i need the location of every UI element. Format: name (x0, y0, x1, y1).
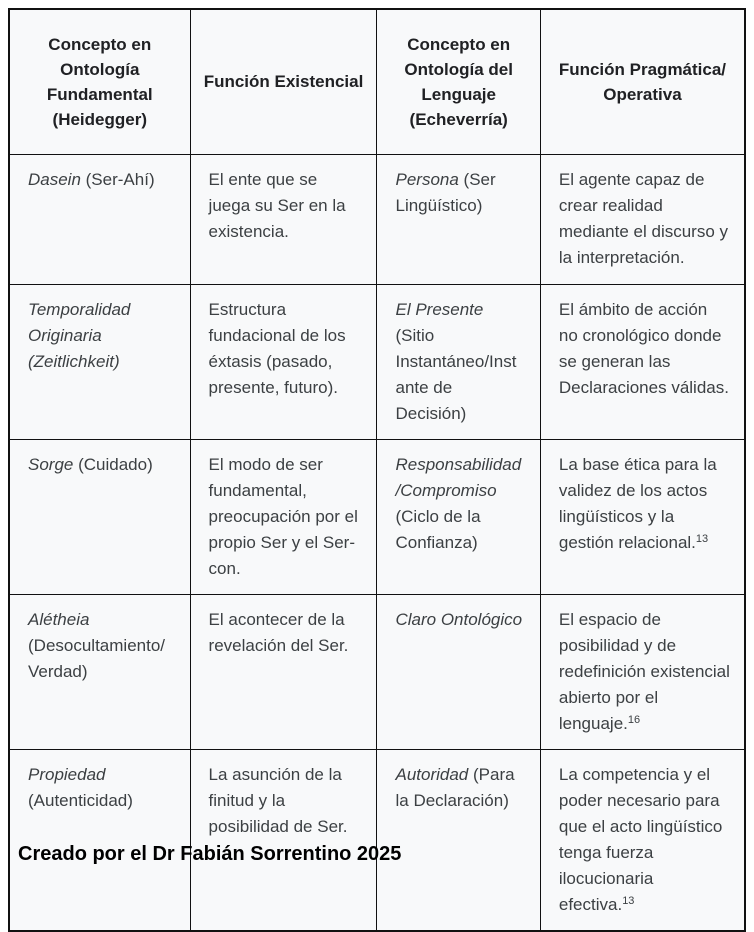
funcion-pragmatica-cell (540, 594, 745, 749)
funcion-existencial-cell (190, 284, 377, 439)
footnote-ref: 13 (695, 532, 709, 545)
concept-qualifier: (Ser-Ahí) (80, 169, 155, 189)
table-row (9, 749, 745, 931)
footnote-ref: 13 (622, 894, 635, 907)
footnote-ref: 16 (627, 713, 641, 726)
table-row (9, 439, 745, 594)
concept-term: Claro Ontológico (395, 609, 523, 629)
funcion-pragmatica-cell (540, 439, 745, 594)
ontology-comparison-table (8, 8, 746, 932)
funcion-existencial-cell (190, 749, 377, 931)
concepto-lenguaje-cell (377, 749, 540, 931)
concepto-fundamental-cell (9, 284, 190, 439)
concept-term: Autoridad (395, 764, 469, 784)
concepto-fundamental-cell (9, 749, 190, 931)
cell-text: La asunción de la finitud y la posibilidad de Ser. (208, 764, 348, 836)
concept-qualifier: (Ser Lingüístico) (395, 169, 496, 215)
concepto-lenguaje-cell (377, 154, 540, 284)
concepto-lenguaje-cell (377, 284, 540, 439)
funcion-pragmatica-cell (540, 284, 745, 439)
concept-qualifier: (Cuidado) (73, 454, 153, 474)
concept-term: Responsabilidad/Compromiso (395, 454, 522, 500)
concept-term: El Presente (395, 299, 484, 319)
concepto-lenguaje-cell (377, 439, 540, 594)
cell-text: El agente capaz de crear realidad mediante el discurso y la interpretación. (558, 169, 729, 267)
cell-text: La base ética para la validez de los actos lingüísticos y la gestión relacional. (558, 454, 717, 552)
header-row (9, 9, 745, 154)
funcion-existencial-cell (190, 594, 377, 749)
table-row (9, 154, 745, 284)
concept-term: Dasein (28, 169, 81, 189)
concept-qualifier: (Sitio Instantáneo/Instante de Decisión) (395, 325, 517, 423)
concepto-fundamental-cell (9, 439, 190, 594)
ontology-comparison-table-wrap (8, 8, 746, 932)
concept-term: Temporalidad Originaria (Zeitlichkeit) (28, 299, 131, 371)
concept-term: Propiedad (28, 764, 106, 784)
funcion-pragmatica-cell (540, 749, 745, 931)
table-row (9, 284, 745, 439)
concept-term: Persona (395, 169, 459, 189)
concept-qualifier: (Autenticidad) (28, 790, 133, 810)
concepto-fundamental-cell (9, 154, 190, 284)
cell-text: El acontecer de la revelación del Ser. (208, 609, 349, 655)
concept-qualifier: (Para la Declaración) (395, 764, 515, 810)
concepto-lenguaje-cell (377, 594, 540, 749)
concept-term: Sorge (28, 454, 74, 474)
cell-text: Estructura fundacional de los éxtasis (pasado, presente, futuro). (208, 299, 346, 397)
header-funcion-existencial: Función Existencial (190, 9, 377, 154)
concept-term: Alétheia (28, 609, 90, 629)
cell-text: El modo de ser fundamental, preocupación por el propio Ser y el Ser-con. (208, 454, 358, 578)
funcion-existencial-cell (190, 439, 377, 594)
author-credit: Creado por el Dr Fabián Sorrentino 2025 (18, 843, 402, 865)
header-concepto-lenguaje: Concepto en Ontología del Lenguaje (Echeverría) (377, 9, 540, 154)
concepto-fundamental-cell (9, 594, 190, 749)
funcion-pragmatica-cell (540, 154, 745, 284)
cell-text: El espacio de posibilidad y de redefinición existencial abierto por el lenguaje. (558, 609, 730, 733)
funcion-existencial-cell (190, 154, 377, 284)
header-funcion-pragmatica: Función Pragmática/ Operativa (540, 9, 745, 154)
cell-text: El ámbito de acción no cronológico donde se generan las Declaraciones válidas. (558, 299, 729, 397)
table-row (9, 594, 745, 749)
header-concepto-fundamental: Concepto en Ontología Fundamental (Heidegger) (9, 9, 190, 154)
concept-qualifier: (Ciclo de la Confianza) (395, 506, 481, 552)
concept-qualifier: (Desocultamiento/Verdad) (28, 635, 166, 681)
cell-text: El ente que se juega su Ser en la existencia. (208, 169, 346, 241)
cell-text: La competencia y el poder necesario para que el acto lingüístico tenga fuerza ilocucionaria efectiva. (558, 764, 723, 914)
